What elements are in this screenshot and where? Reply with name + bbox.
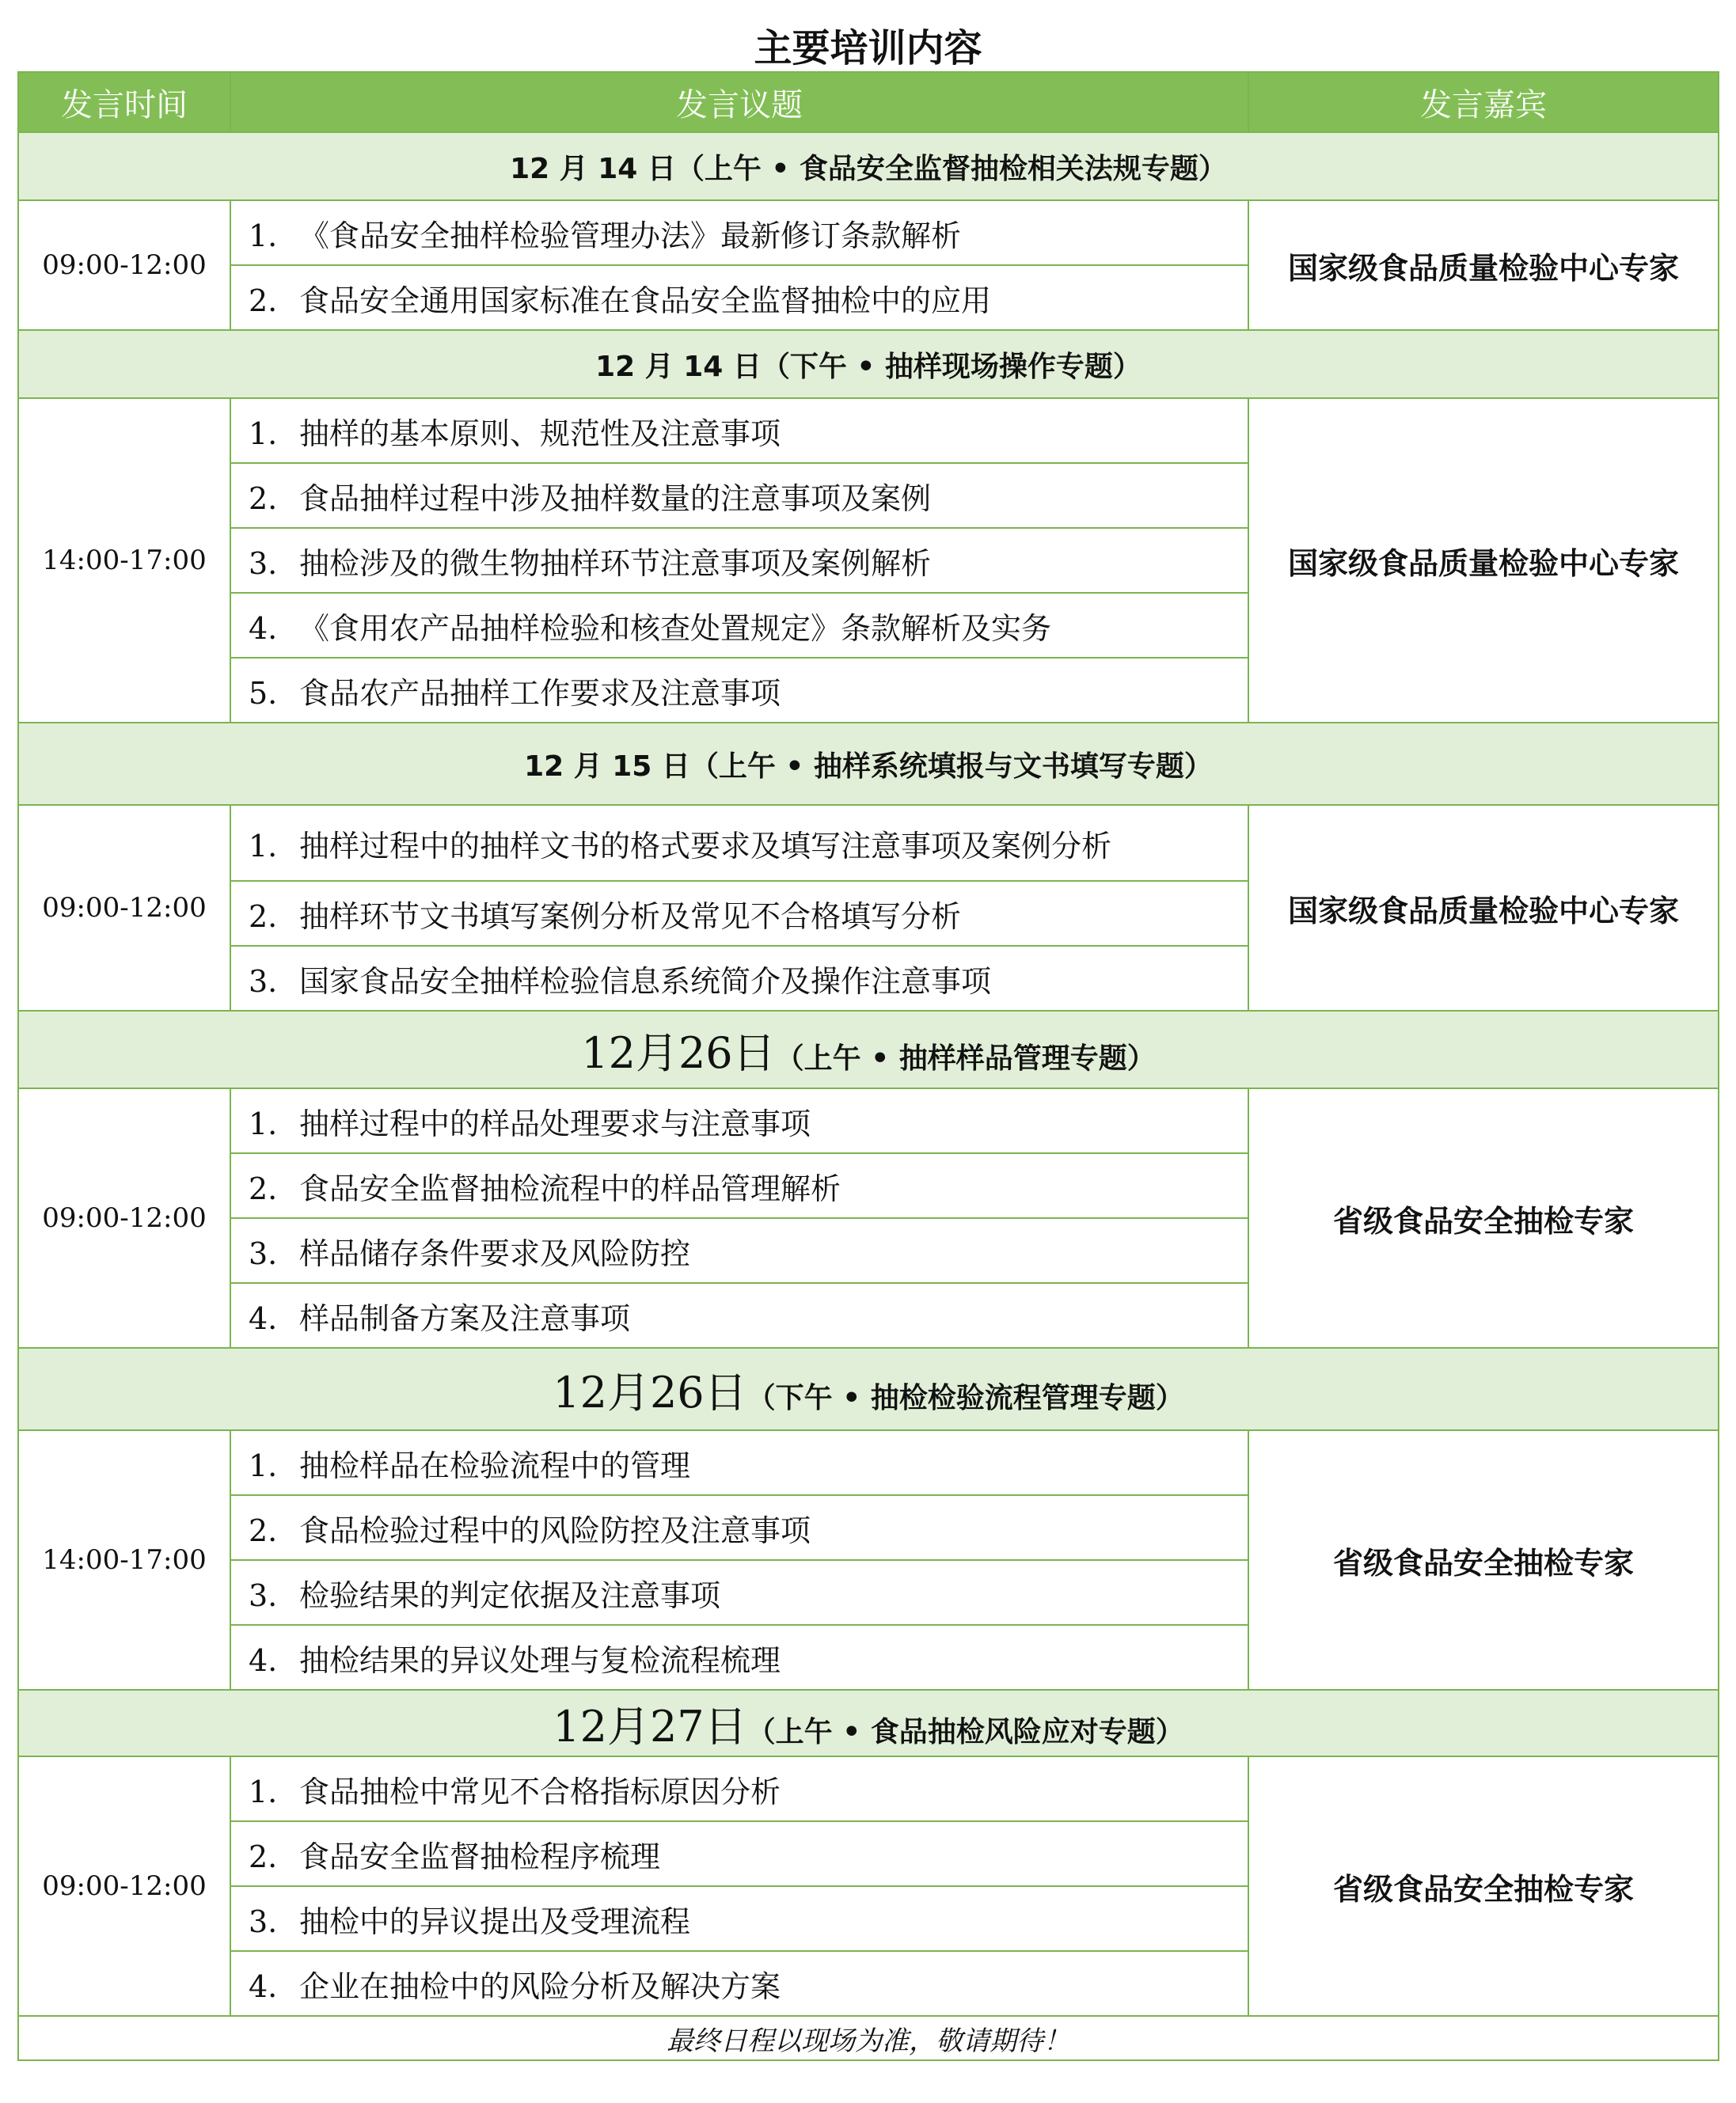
section-band	[18, 1690, 1719, 1756]
table-row	[18, 805, 1719, 881]
topic-text: 抽检样品在检验流程中的管理	[299, 1448, 691, 1483]
band-rest: （下午 • 抽检检验流程管理专题）	[746, 1381, 1184, 1414]
topic-text: 《食品安全抽样检验管理办法》最新修订条款解析	[299, 218, 962, 253]
topic-text: 检验结果的判定依据及注意事项	[299, 1577, 721, 1613]
band-date: 12月26日	[581, 1027, 776, 1078]
topic-num: 5.	[249, 675, 278, 711]
topic-num: 4.	[249, 1968, 278, 2004]
topic-cell	[230, 265, 1248, 330]
section-2	[18, 330, 1719, 723]
section-band-cell	[18, 723, 1719, 805]
band-rest: （上午 • 抽样样品管理专题）	[775, 1042, 1156, 1075]
topic-num: 3.	[249, 1577, 278, 1613]
section-band	[18, 1011, 1719, 1088]
topic-text: 《食用农产品抽样检验和核查处置规定》条款解析及实务	[299, 610, 1052, 646]
header-time: 发言时间	[18, 72, 230, 132]
topic-num: 3.	[249, 1904, 278, 1939]
section-band-cell	[18, 132, 1719, 200]
topic-num: 1.	[249, 1106, 278, 1141]
topic-num: 2.	[249, 898, 278, 934]
footer-section	[18, 2016, 1719, 2060]
topic-cell	[230, 528, 1248, 593]
topic-text: 企业在抽检中的风险分析及解决方案	[299, 1968, 781, 2004]
topic-text: 抽样过程中的样品处理要求与注意事项	[299, 1106, 811, 1141]
topic-text: 样品制备方案及注意事项	[299, 1300, 631, 1336]
topic-cell	[230, 1625, 1248, 1690]
band-rest: （上午 • 食品安全监督抽检相关法规专题）	[675, 152, 1227, 185]
footer-note: 最终日程以现场为准，敬请期待！	[18, 2016, 1719, 2060]
guest-cell: 省级食品安全抽检专家	[1248, 1430, 1719, 1690]
table-row	[18, 1088, 1719, 1153]
guest-cell: 省级食品安全抽检专家	[1248, 1088, 1719, 1348]
table-row	[18, 1756, 1719, 1821]
topic-num: 1.	[249, 416, 278, 451]
topic-cell	[230, 658, 1248, 723]
topic-text: 食品农产品抽样工作要求及注意事项	[299, 675, 781, 711]
band-date: 12 月 14 日	[510, 152, 676, 185]
topic-cell	[230, 1560, 1248, 1625]
topic-text: 样品储存条件要求及风险防控	[299, 1236, 691, 1271]
topic-cell	[230, 593, 1248, 658]
topic-num: 1.	[249, 828, 278, 864]
time-cell: 09:00-12:00	[18, 805, 230, 1011]
topic-text: 国家食品安全抽样检验信息系统简介及操作注意事项	[299, 963, 992, 999]
section-band-cell	[18, 1690, 1719, 1756]
guest-cell: 国家级食品质量检验中心专家	[1248, 200, 1719, 330]
topic-cell	[230, 1430, 1248, 1495]
topic-cell	[230, 1218, 1248, 1283]
topic-num: 2.	[249, 480, 278, 516]
header-row	[18, 72, 1719, 132]
topic-cell	[230, 946, 1248, 1011]
guest-cell: 省级食品安全抽检专家	[1248, 1756, 1719, 2016]
header-guest: 发言嘉宾	[1248, 72, 1719, 132]
topic-cell	[230, 805, 1248, 881]
topic-text: 抽检涉及的微生物抽样环节注意事项及案例解析	[299, 545, 932, 581]
section-band	[18, 330, 1719, 398]
topic-num: 1.	[249, 218, 278, 253]
topic-text: 食品安全监督抽检程序梳理	[299, 1839, 661, 1874]
section-band-cell	[18, 1348, 1719, 1430]
band-date: 12月26日	[553, 1367, 747, 1418]
topic-num: 4.	[249, 1300, 278, 1336]
time-cell: 14:00-17:00	[18, 398, 230, 723]
topic-cell	[230, 1088, 1248, 1153]
time-cell: 09:00-12:00	[18, 1088, 230, 1348]
band-date: 12 月 15 日	[524, 750, 690, 783]
section-4	[18, 1011, 1719, 1348]
topic-text: 抽样环节文书填写案例分析及常见不合格填写分析	[299, 898, 962, 934]
section-band	[18, 1348, 1719, 1430]
time-cell: 14:00-17:00	[18, 1430, 230, 1690]
topic-num: 2.	[249, 283, 278, 318]
topic-text: 食品安全通用国家标准在食品安全监督抽检中的应用	[299, 283, 992, 318]
topic-cell	[230, 1153, 1248, 1218]
topic-text: 抽检中的异议提出及受理流程	[299, 1904, 691, 1939]
topic-text: 食品安全监督抽检流程中的样品管理解析	[299, 1171, 841, 1206]
band-rest: （上午 • 食品抽检风险应对专题）	[746, 1715, 1184, 1748]
topic-cell	[230, 200, 1248, 265]
topic-text: 抽检结果的异议处理与复检流程梳理	[299, 1642, 781, 1678]
band-date: 12 月 14 日	[595, 350, 762, 383]
topic-cell	[230, 881, 1248, 946]
band-rest: （下午 • 抽样现场操作专题）	[761, 350, 1142, 383]
schedule-table	[17, 71, 1719, 2061]
topic-text: 抽样过程中的抽样文书的格式要求及填写注意事项及案例分析	[299, 828, 1112, 864]
topic-cell	[230, 1283, 1248, 1348]
topic-num: 3.	[249, 1236, 278, 1271]
topic-cell	[230, 1756, 1248, 1821]
table-row	[18, 398, 1719, 463]
topic-num: 3.	[249, 963, 278, 999]
topic-cell	[230, 1495, 1248, 1560]
section-band-cell	[18, 1011, 1719, 1088]
band-rest: （上午 • 抽样系统填报与文书填写专题）	[689, 750, 1213, 783]
section-6	[18, 1690, 1719, 2016]
section-5	[18, 1348, 1719, 1690]
table-row	[18, 200, 1719, 265]
time-cell: 09:00-12:00	[18, 200, 230, 330]
topic-text: 食品抽检中常见不合格指标原因分析	[299, 1774, 781, 1809]
topic-text: 食品检验过程中的风险防控及注意事项	[299, 1513, 811, 1548]
section-3	[18, 723, 1719, 1011]
band-date: 12月27日	[553, 1701, 747, 1752]
topic-num: 3.	[249, 545, 278, 581]
time-cell: 09:00-12:00	[18, 1756, 230, 2016]
section-1	[18, 132, 1719, 330]
topic-cell	[230, 398, 1248, 463]
section-band	[18, 132, 1719, 200]
footer-row	[18, 2016, 1719, 2060]
topic-num: 2.	[249, 1513, 278, 1548]
topic-cell	[230, 1821, 1248, 1886]
topic-cell	[230, 463, 1248, 528]
topic-cell	[230, 1951, 1248, 2016]
topic-num: 2.	[249, 1171, 278, 1206]
topic-num: 1.	[249, 1448, 278, 1483]
topic-text: 抽样的基本原则、规范性及注意事项	[299, 416, 781, 451]
topic-cell	[230, 1886, 1248, 1951]
section-band-cell	[18, 330, 1719, 398]
guest-cell: 国家级食品质量检验中心专家	[1248, 805, 1719, 1011]
topic-num: 1.	[249, 1774, 278, 1809]
page-title: 主要培训内容	[754, 26, 982, 70]
table-row	[18, 1430, 1719, 1495]
topic-num: 4.	[249, 610, 278, 646]
guest-cell: 国家级食品质量检验中心专家	[1248, 398, 1719, 723]
section-band	[18, 723, 1719, 805]
header-topic: 发言议题	[230, 72, 1248, 132]
topic-text: 食品抽样过程中涉及抽样数量的注意事项及案例	[299, 480, 932, 516]
topic-num: 4.	[249, 1642, 278, 1678]
topic-num: 2.	[249, 1839, 278, 1874]
